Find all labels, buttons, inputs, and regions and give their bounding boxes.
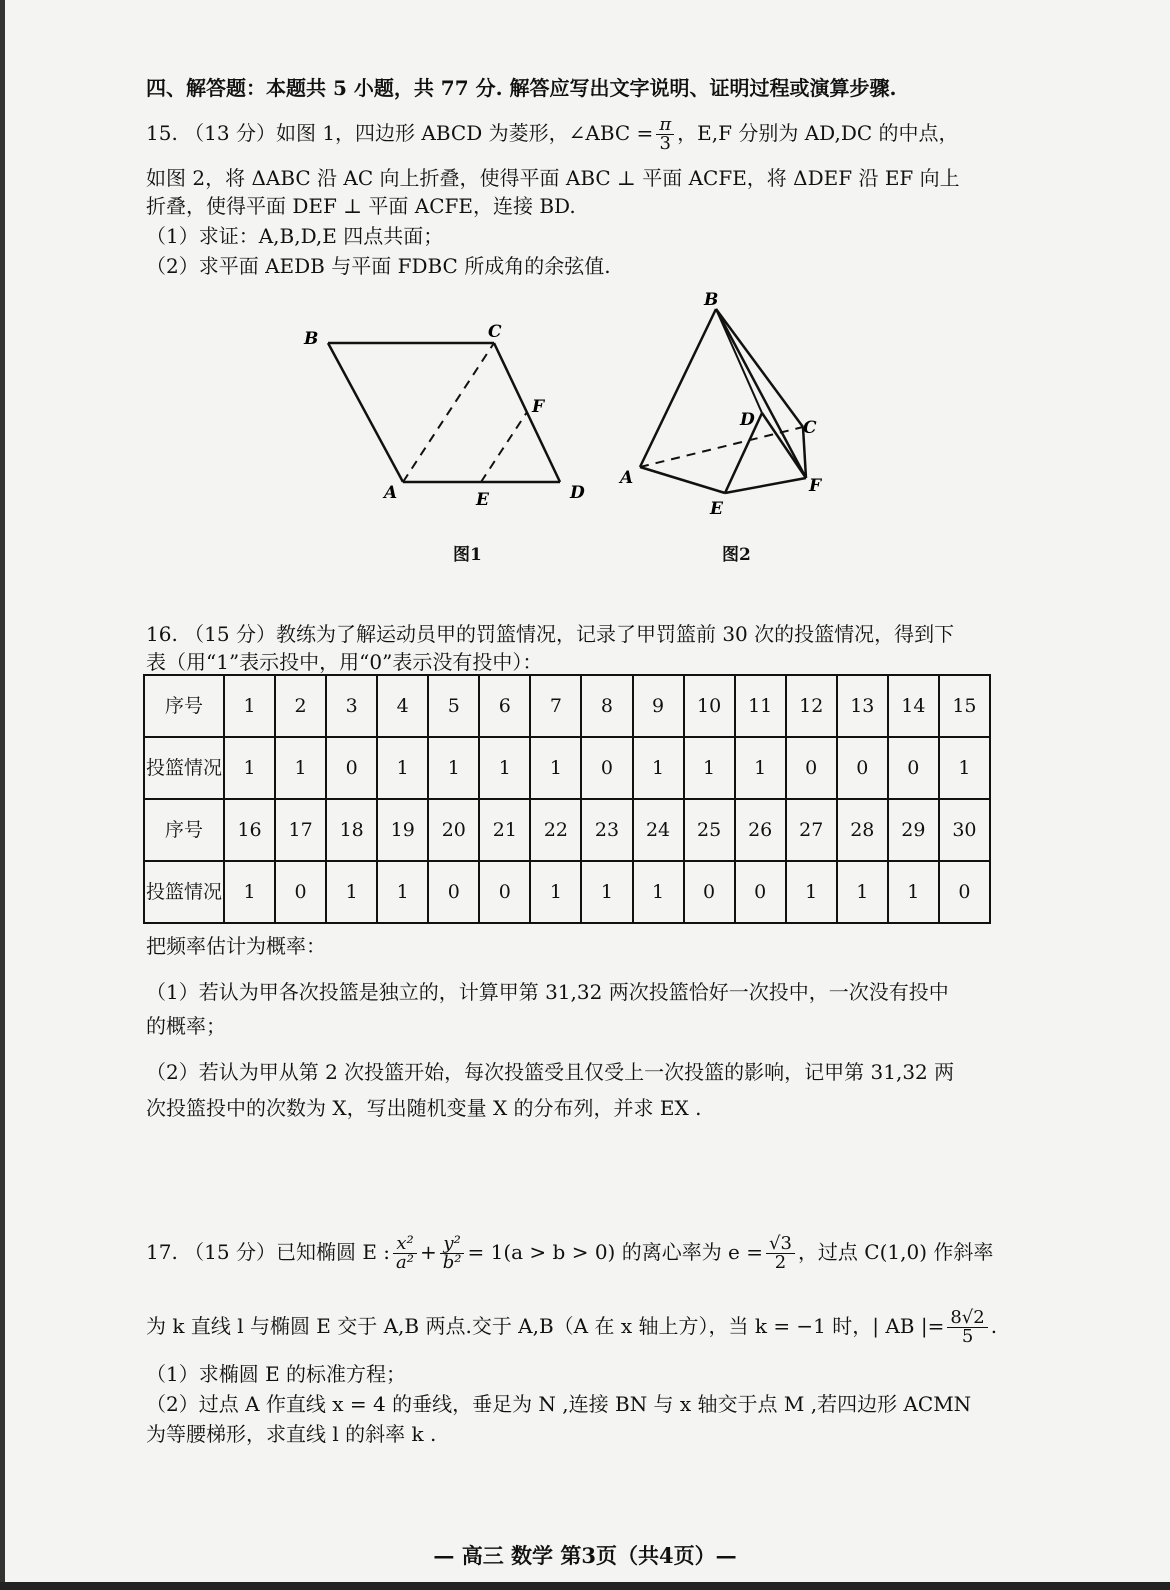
table-cell: 1 [377,737,428,799]
figure-2-folded-solid [610,285,840,525]
table-cell: 23 [581,799,632,861]
fig1-edge-ab [328,343,403,482]
table-cell: 1 [581,861,632,923]
table-cell: 1 [326,861,377,923]
fig1-label-e: E [476,490,489,510]
shot-record-table [143,674,991,924]
table-cell: 1 [786,861,837,923]
q17-part2-line1: （2）过点 A 作直线 x = 4 的垂线，垂足为 N ,连接 BN 与 x 轴交于点 M ,若四边形 ACMN [146,1392,972,1416]
fig2-caption: 图2 [722,545,751,565]
table-cell: 9 [633,675,684,737]
table-row-index-1 [144,675,990,737]
fig2-label-f: F [809,476,822,496]
fig2-label-e: E [710,499,723,519]
table-cell: 16 [224,799,275,861]
q17-ab-num: 8√2 [947,1309,987,1328]
q15-angle-fraction [656,116,674,153]
table-cell: 1 [530,737,581,799]
q17-ab-fraction [947,1309,987,1346]
q17-y-fraction [440,1235,465,1272]
q17-line2 [146,1304,997,1348]
fig1-caption: 图1 [453,545,482,565]
q17-eccentricity-fraction [766,1235,795,1272]
q17-part1: （1）求椭圆 E 的标准方程； [146,1362,407,1386]
q15-line2: 如图 2，将 ΔABC 沿 AC 向上折叠，使得平面 ABC ⊥ 平面 ACFE，将 ΔDEF 沿 EF 向上 [146,166,960,190]
table-cell: 1 [888,861,939,923]
row-label-result: 投篮情况 [144,737,224,799]
table-cell: 3 [326,675,377,737]
q17-y-den: b² [442,1252,462,1273]
q16-part2-line1: （2）若认为甲从第 2 次投篮开始，每次投篮受且仅受上一次投篮的影响，记甲第 31,32 两 [146,1060,955,1084]
fig2-edge-bf [716,309,806,478]
table-cell: 6 [479,675,530,737]
fig2-hidden-edge-ac [640,427,803,467]
q16-part1-line2: 的概率； [146,1014,226,1038]
table-cell: 1 [837,861,888,923]
q16-part2-line2: 次投篮投中的次数为 X，写出随机变量 X 的分布列，并求 EX . [146,1096,702,1120]
table-cell: 1 [939,737,990,799]
table-cell: 1 [377,861,428,923]
table-cell: 1 [530,861,581,923]
table-cell: 25 [684,799,735,861]
table-cell: 1 [479,737,530,799]
table-cell: 0 [939,861,990,923]
q16-line1: 16. （15 分）教练为了解运动员甲的罚篮情况，记录了甲罚篮前 30 次的投篮情况，得到下 [146,622,955,646]
table-cell: 0 [275,861,326,923]
table-cell: 1 [633,861,684,923]
fig2-label-d: D [740,410,755,430]
fig2-label-b: B [704,290,719,310]
q17-x-num: x² [393,1235,416,1254]
table-cell: 4 [377,675,428,737]
table-cell: 22 [530,799,581,861]
q16-part1-line1: （1）若认为甲各次投篮是独立的，计算甲第 31,32 两次投篮恰好一次投中，一次没有投中 [146,980,949,1004]
fig1-label-c: C [488,322,502,342]
fig1-label-f: F [532,397,545,417]
q15-line3: 折叠，使得平面 DEF ⊥ 平面 ACFE，连接 BD. [146,194,576,218]
figure-1-rhombus [290,315,600,525]
fig1-segment-ef [481,412,527,482]
q15-part1: （1）求证：A,B,D,E 四点共面； [146,224,444,248]
q17-part2-line2: 为等腰梯形，求直线 l 的斜率 k . [146,1422,437,1446]
table-cell: 12 [786,675,837,737]
table-cell: 1 [684,737,735,799]
table-cell: 5 [428,675,479,737]
table-cell: 0 [479,861,530,923]
row-label-index: 序号 [144,675,224,737]
q15-line1-end: ，E,F 分别为 AD,DC 的中点， [677,121,959,145]
table-cell: 0 [837,737,888,799]
q17-ab-den: 5 [961,1326,974,1347]
row-label-result: 投篮情况 [144,861,224,923]
section-header: 四、解答题：本题共 5 小题，共 77 分. 解答应写出文字说明、证明过程或演算步骤. [146,76,897,100]
table-cell: 30 [939,799,990,861]
table-cell: 1 [275,737,326,799]
table-cell: 20 [428,799,479,861]
fig2-label-a: A [620,468,634,488]
table-cell: 29 [888,799,939,861]
scan-bottom-edge [0,1582,1170,1590]
q17-e-den: 2 [774,1252,787,1273]
q17-e-num: √3 [766,1235,795,1254]
q17-line2-end: . [990,1314,998,1338]
table-row-result-2 [144,861,990,923]
q16-after-table: 把频率估计为概率： [146,934,326,958]
q15-angle-den: 3 [659,133,671,154]
table-cell: 1 [224,737,275,799]
fig2-label-c: C [803,418,817,438]
table-cell: 15 [939,675,990,737]
scan-left-edge [0,0,5,1590]
table-cell: 2 [275,675,326,737]
q15-part2: （2）求平面 AEDB 与平面 FDBC 所成角的余弦值. [146,254,611,278]
q17-x-den: a² [396,1252,414,1273]
q17-intro: 17. （15 分）已知椭圆 E : [146,1240,391,1264]
fig2-edge-ef [725,478,806,493]
table-cell: 18 [326,799,377,861]
table-cell: 19 [377,799,428,861]
fig1-label-a: A [384,483,398,503]
page-footer: — 高三 数学 第3页（共4页）— [433,1543,737,1568]
table-cell: 1 [224,861,275,923]
table-cell: 0 [684,861,735,923]
q17-line1-end: ，过点 C(1,0) 作斜率 [797,1240,994,1264]
table-cell: 0 [581,737,632,799]
table-cell: 1 [224,675,275,737]
q15-angle-num: π [656,116,674,135]
table-row-result-1 [144,737,990,799]
table-cell: 28 [837,799,888,861]
table-cell: 14 [888,675,939,737]
table-cell: 0 [786,737,837,799]
table-cell: 7 [530,675,581,737]
table-cell: 21 [479,799,530,861]
fig2-edge-ba [640,309,716,467]
table-cell: 0 [888,737,939,799]
q17-x-fraction [393,1235,417,1272]
table-cell: 1 [633,737,684,799]
q17-condition: = 1(a > b > 0) 的离心率为 e = [467,1240,764,1264]
table-cell: 0 [326,737,377,799]
q17-y-num: y² [440,1235,463,1254]
table-cell: 1 [735,737,786,799]
q15-line1 [146,116,959,153]
table-cell: 26 [735,799,786,861]
fig2-edge-ae [640,467,725,493]
fig1-label-b: B [304,329,319,349]
row-label-index: 序号 [144,799,224,861]
table-cell: 11 [735,675,786,737]
table-cell: 13 [837,675,888,737]
q17-plus: + [419,1240,437,1264]
table-cell: 10 [684,675,735,737]
table-cell: 27 [786,799,837,861]
fig1-diagonal-ac [403,343,494,482]
q17-line2-text: 为 k 直线 l 与椭圆 E 交于 A,B 两点.交于 A,B（A 在 x 轴上方），当 k = −1 时，| AB |= [146,1314,945,1338]
table-row-index-2 [144,799,990,861]
q16-line2: 表（用“1”表示投中，用“0”表示没有投中）： [146,650,543,674]
table-cell: 0 [428,861,479,923]
q15-line1-start: 15. （13 分）如图 1，四边形 ABCD 为菱形，∠ABC = [146,121,654,145]
table-cell: 8 [581,675,632,737]
table-cell: 24 [633,799,684,861]
table-cell: 0 [735,861,786,923]
table-cell: 17 [275,799,326,861]
q17-line1 [146,1230,993,1274]
fig1-label-d: D [570,483,585,503]
table-cell: 1 [428,737,479,799]
